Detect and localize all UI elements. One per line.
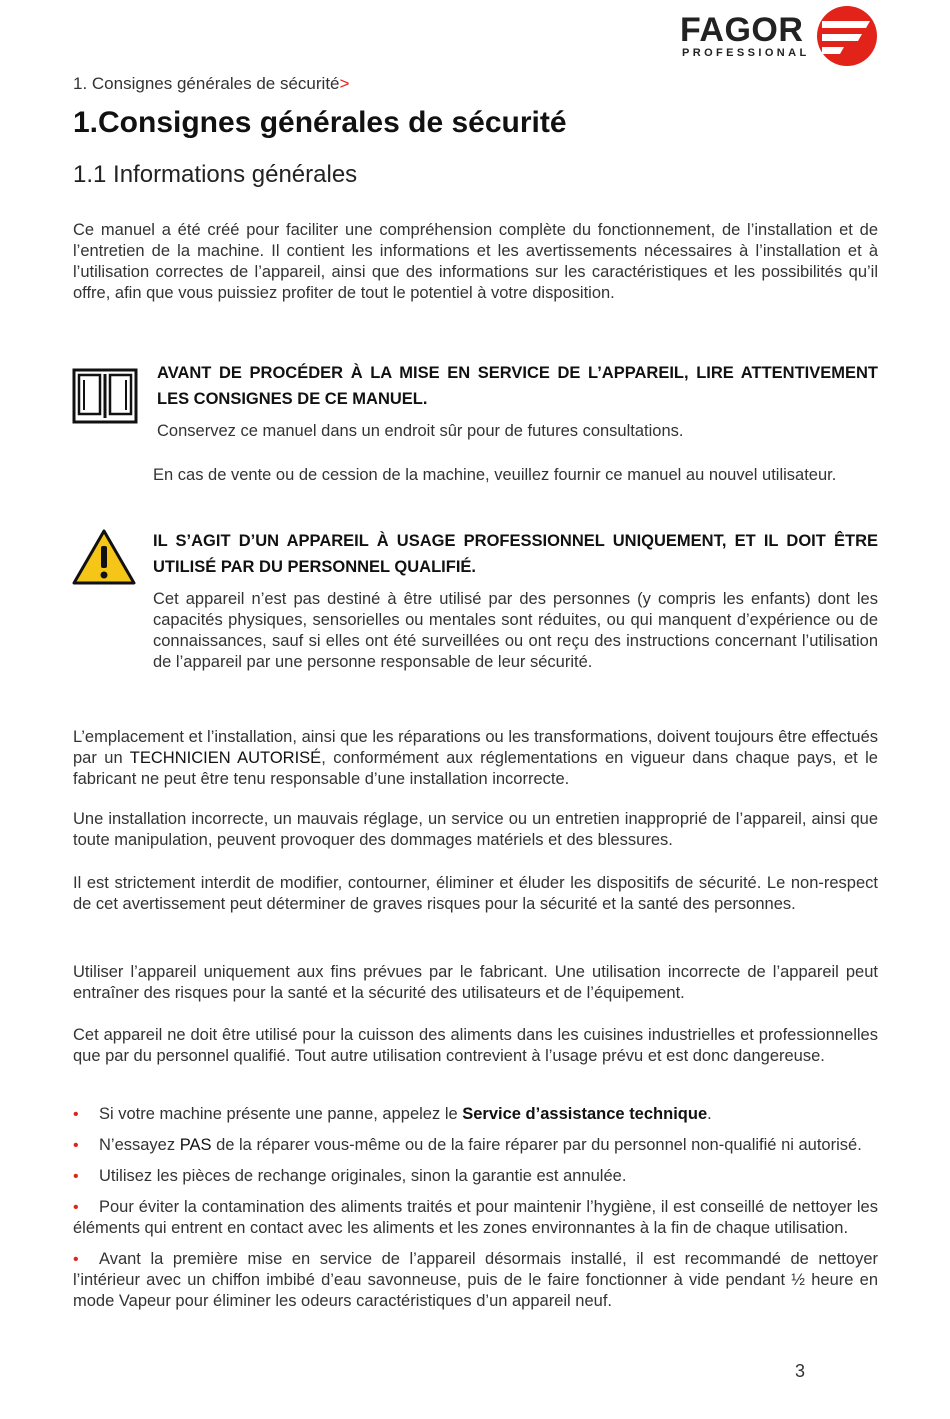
fagor-emblem-icon	[816, 5, 878, 67]
warning-icon	[71, 528, 137, 586]
list-item	[73, 1249, 878, 1312]
bullet-1-text: Si votre machine présente une panne, appelez le	[99, 1105, 463, 1123]
book-icon	[72, 368, 138, 424]
list-item	[73, 1135, 878, 1156]
list-item	[73, 1104, 878, 1125]
section-subtitle: 1.1 Informations générales	[73, 161, 358, 188]
bullet-icon: •	[73, 1251, 79, 1268]
list-item	[73, 1166, 878, 1187]
bullet-1-end: .	[707, 1105, 712, 1123]
recommendations-list	[73, 1104, 878, 1322]
bullet-icon: •	[73, 1199, 79, 1216]
list-item	[73, 1197, 878, 1239]
page-number: 3	[795, 1361, 806, 1381]
installation-paragraph	[73, 727, 878, 790]
breadcrumb	[73, 74, 349, 94]
bullet-2-end: de la réparer vous-même ou de la faire réparer par du personnel non-qualifié ni autorisé.	[211, 1136, 862, 1154]
intro-paragraph: Ce manuel a été créé pour faciliter une compréhension complète du fonctionnement, de l’installation et de l’entretien de la machine. Il contient les informations et les avertissements nécessaires à l’installation et à l’utilisation correctes de l’appareil, ainsi que des informations sur les caractéristiques et les possibilités qu’il offre, afin que vous puissiez profiter de tout le potentiel à votre disposition.	[73, 221, 878, 302]
bullet-3-text: Utilisez les pièces de rechange originales, sinon la garantie est annulée.	[99, 1167, 627, 1185]
logo-wordmark: FAGOR	[680, 11, 804, 49]
manual-notice-heading: AVANT DE PROCÉDER À LA MISE EN SERVICE DE L’APPAREIL, LIRE ATTENTIVEMENT LES CONSIGNES DE CE MANUEL.	[157, 364, 878, 408]
qualified-personnel-paragraph: Cet appareil ne doit être utilisé pour la cuisson des aliments dans les cuisines industrielles et professionnelles que par du personnel qualifié. Tout autre utilisation contrevient à l’usage prévu et est donc dangereuse.	[73, 1026, 878, 1065]
warning-body: Cet appareil n’est pas destiné à être utilisé par des personnes (y compris les enfants) dont les capacités physiques, sensorielles ou mentales sont réduites, ou qui manquent d’expérience ou de connaissances, sauf si elles ont été surveillées ou ont reçu des instructions concernant l’utilisation de l’appareil par une personne responsable de leur sécurité.	[153, 590, 878, 671]
technical-service-text: Service d’assistance technique	[462, 1105, 708, 1123]
page-title: 1.Consignes générales de sécurité	[73, 106, 567, 139]
authorized-technician-text: TECHNICIEN AUTORISÉ	[129, 749, 322, 767]
bullet-icon: •	[73, 1137, 79, 1154]
installation-text-start: L’emplacement et l’installation, ainsi que les réparations ou les transformations, doivent toujours être effectués par un	[73, 728, 878, 767]
bullet-2-highlight: PAS	[179, 1136, 212, 1154]
breadcrumb-text: 1. Consignes générales de sécurité	[73, 74, 340, 93]
installation-text-end: , conformément aux réglementations en vigueur dans chaque pays, et le fabricant ne peut être tenu responsable d’une installation incorrecte.	[73, 749, 878, 788]
logo-subtitle: PROFESSIONAL	[682, 47, 810, 59]
manual-keep-text: Conservez ce manuel dans un endroit sûr pour de futures consultations.	[157, 422, 684, 440]
bullet-4-text: Pour éviter la contamination des aliments traités et pour maintenir l’hygiène, il est conseillé de nettoyer les éléments qui entrent en contact avec les aliments et les zones environnantes à la fin de chaque utilisation.	[73, 1198, 878, 1237]
fagor-logo	[680, 5, 880, 67]
breadcrumb-separator: >	[339, 74, 350, 93]
incorrect-installation-paragraph: Une installation incorrecte, un mauvais réglage, un service ou un entretien inapproprié de l’appareil, ainsi que toute manipulation, peuvent provoquer des dommages matériels et des blessures.	[73, 810, 878, 849]
bullet-icon: •	[73, 1106, 79, 1123]
bullet-5-text: Avant la première mise en service de l’appareil désormais installé, il est recommandé de nettoyer l’intérieur avec un chiffon imbibé d’eau savonneuse, puis de le faire fonctionner à vide pendant ½ heure en mode Vapeur pour éliminer les odeurs caractéristiques d’un appareil neuf.	[73, 1250, 878, 1310]
warning-heading: IL S’AGIT D’UN APPAREIL À USAGE PROFESSIONNEL UNIQUEMENT, ET IL DOIT ÊTRE UTILISÉ PAR DU PERSONNEL QUALIFIÉ.	[153, 532, 878, 576]
bullet-2-text: N’essayez	[99, 1136, 180, 1154]
bullet-icon: •	[73, 1168, 79, 1185]
manual-sale-text: En cas de vente ou de cession de la machine, veuillez fournir ce manuel au nouvel utilisateur.	[153, 466, 837, 484]
safety-devices-paragraph: Il est strictement interdit de modifier, contourner, éliminer et éluder les dispositifs de sécurité. Le non-respect de cet avertissement peut déterminer de graves risques pour la sécurité et la santé des personnes.	[73, 874, 878, 913]
intended-use-paragraph: Utiliser l’appareil uniquement aux fins prévues par le fabricant. Une utilisation incorrecte de l’appareil peut entraîner des risques pour la santé et la sécurité des utilisateurs et de l’équipement.	[73, 963, 878, 1002]
